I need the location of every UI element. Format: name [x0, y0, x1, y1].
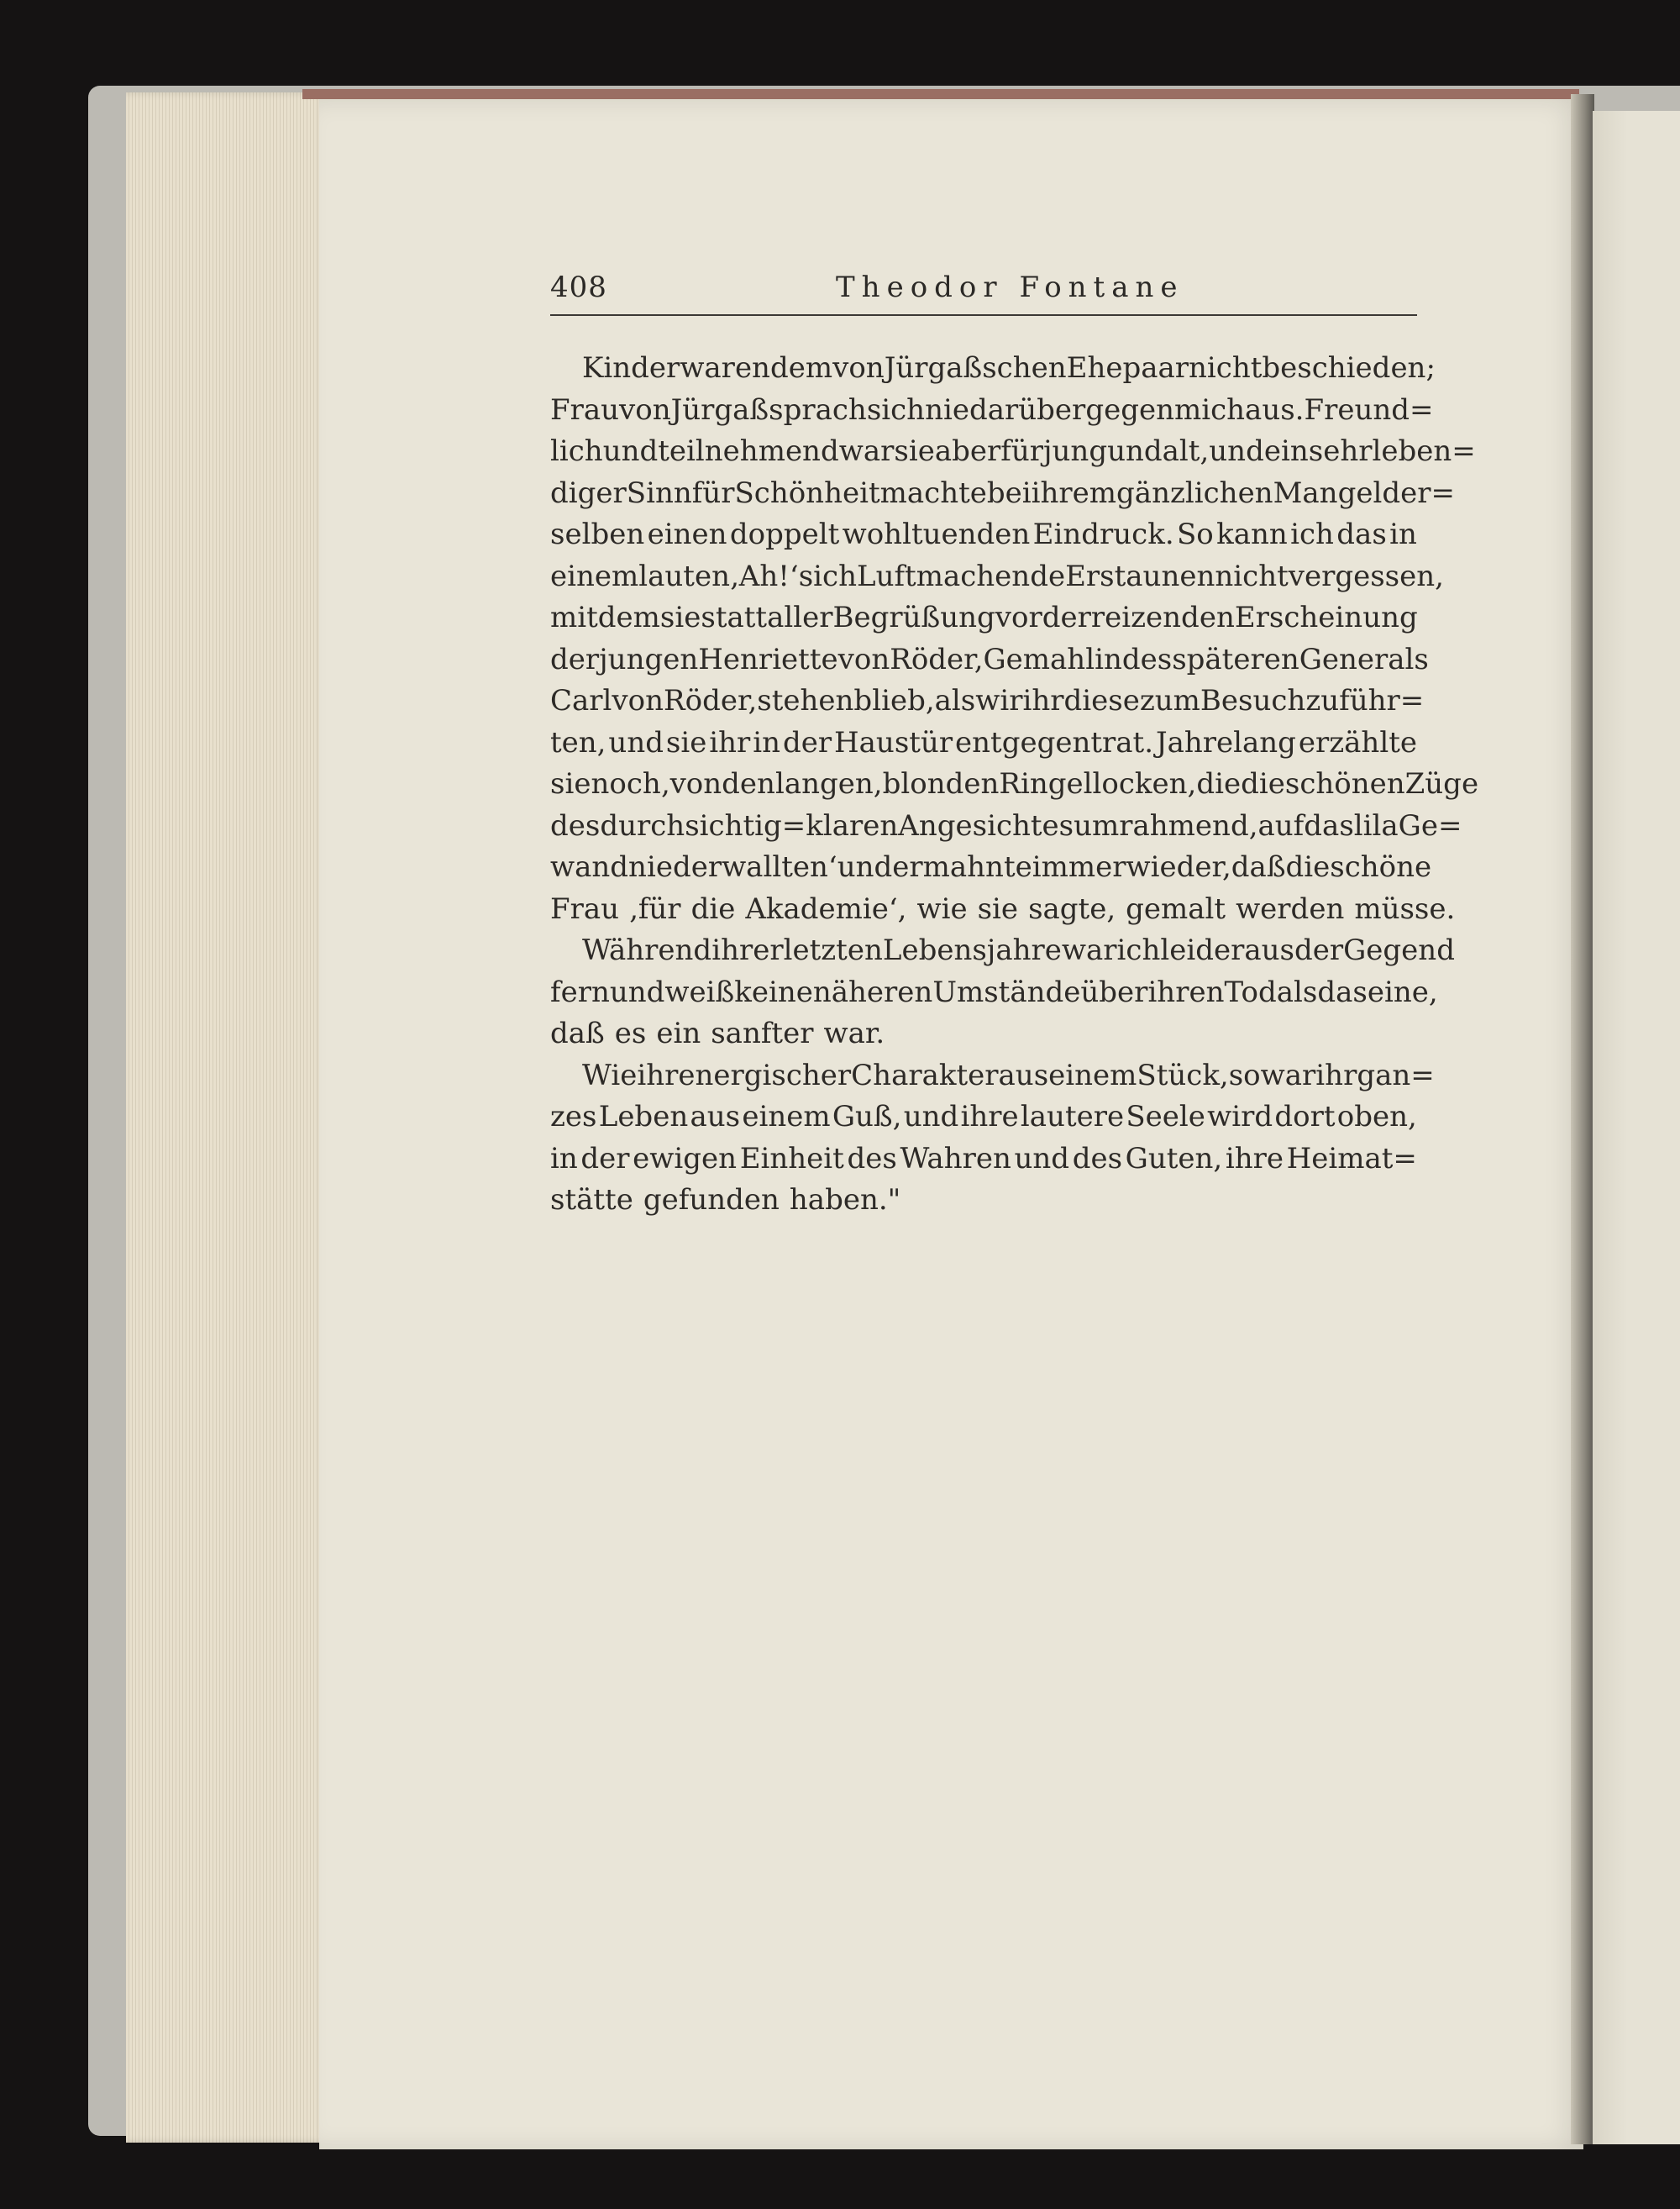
text-line: des durchsichtig=klaren Angesichtes umrahmend, auf das lila Ge= [550, 808, 1462, 843]
text-line: Wie ihr energischer Charakter aus einem Stück, so war ihr gan= [582, 1058, 1435, 1092]
book-gutter [1571, 94, 1594, 2144]
text-line: Kinder waren dem von Jürgaßschen Ehepaar nicht beschieden; [582, 351, 1436, 385]
page-block-edge [126, 92, 328, 2143]
text-line: lich und teilnehmend war sie aber für jung und alt, und ein sehr leben= [550, 434, 1476, 468]
text-line: der jungen Henriette von Röder, Gemahlin des späteren Generals [550, 642, 1429, 676]
text-line: einem lauten ‚Ah!‘ sich Luft machende Erstaunen nicht vergessen, [550, 559, 1444, 593]
page-top-edge [302, 89, 1579, 99]
text-line: fern und weiß keine näheren Umstände über ihren Tod als das eine, [550, 975, 1438, 1009]
text-line: daß es ein sanfter war. [550, 1017, 885, 1050]
text-line: zes Leben aus einem Guß, und ihre lautere Seele wird dort oben, [550, 1100, 1417, 1133]
text-line: diger Sinn für Schönheit machte bei ihrem gänzlichen Mangel der= [550, 476, 1455, 510]
running-head [550, 266, 1417, 316]
running-head-title: Theodor Fontane [836, 271, 1184, 304]
right-page-edge [1593, 111, 1680, 2144]
text-line: stätte gefunden haben." [550, 1183, 901, 1217]
text-line: Frau ‚für die Akademie‘, wie sie sagte, gemalt werden müsse. [550, 891, 1456, 926]
text-line: Frau von Jürgaß sprach sich nie darüber gegen mich aus. Freund= [550, 392, 1434, 427]
text-line: sie noch ‚von den langen, blonden Ringellocken, die die schönen Züge [550, 767, 1479, 801]
text-line: mit dem sie statt aller Begrüßung vor der reizenden Erscheinung [550, 601, 1418, 634]
text-line: Carl von Röder, stehenblieb, als wir ihr diese zum Besuch zuführ= [550, 684, 1425, 718]
text-line: selben einen doppelt wohltuenden Eindruck. So kann ich das in [550, 518, 1417, 551]
text-line: Während ihrer letzten Lebensjahre war ich leider aus der Gegend [582, 934, 1455, 967]
page-number: 408 [550, 271, 607, 304]
body-text [550, 348, 1479, 1222]
text-line: ten, und sie ihr in der Haustür entgegentrat. Jahrelang erzählte [550, 725, 1417, 760]
text-line: wand niederwallten‘ und ermahnte immer wieder, daß die schöne [550, 850, 1432, 884]
text-line: in der ewigen Einheit des Wahren und des Guten, ihre Heimat= [550, 1141, 1417, 1176]
